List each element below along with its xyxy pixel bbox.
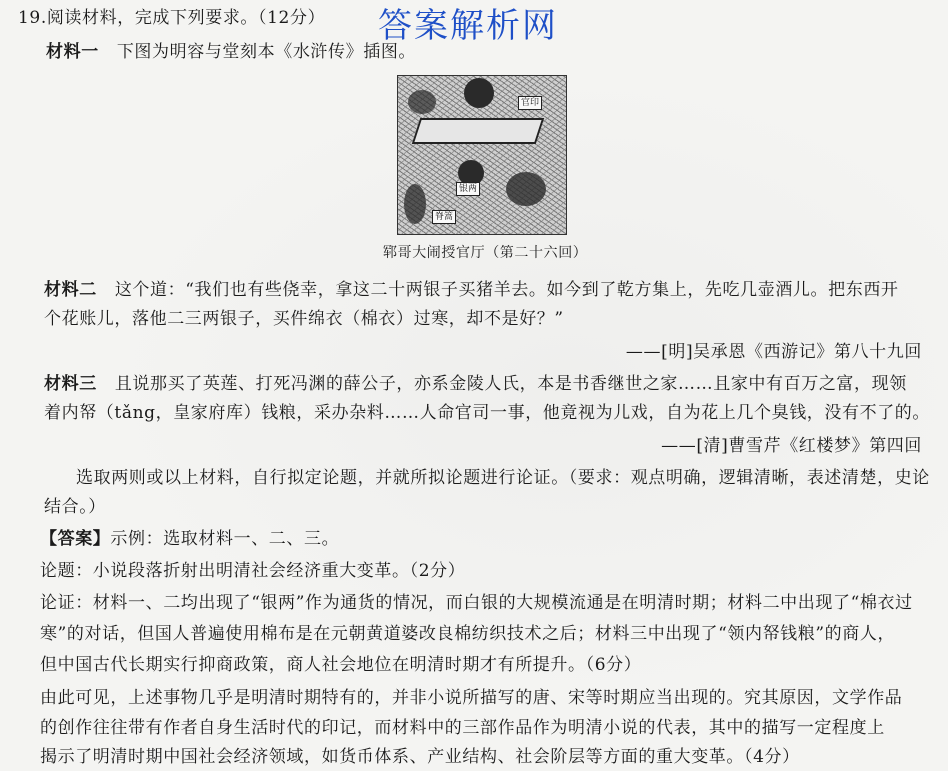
answer-thesis: 论题：小说段落折射出明清社会经济重大变革。（2分） <box>40 561 466 581</box>
material3-text1: 且说那买了英莲、打死冯渊的薛公子，亦系金陵人氏，本是书香继世之家……且家中有百万之富，现领 <box>114 374 907 394</box>
answer-conclusion-line1: 由此可见，上述事物几乎是明清时期特有的，并非小说所描写的唐、宋等时期应当出现的。究其原因，文学作品 <box>40 688 903 708</box>
material3-line2: 着内帑（tǎng，皇家府库）钱粮，采办杂料……人命官司一事，他竟视为儿戏，自为花上几个臭钱，没有不了的。 <box>44 403 930 423</box>
answer-conclusion-line2: 的创作往往带有作者自身生活时代的印记，而材料中的三部作品作为明清小说的代表，其中的描写一定程度上 <box>40 718 885 738</box>
task-line1: 选取两则或以上材料，自行拟定论题，并就所拟论题进行论证。（要求：观点明确，逻辑清晰，表述清楚，史论 <box>76 468 930 488</box>
illustration-image <box>397 75 567 235</box>
figure-guard <box>404 184 426 224</box>
figure-tag-jiuxiang: 脊篙 <box>432 210 456 224</box>
material1-text: 下图为明容与堂刻本《水浒传》插图。 <box>116 42 417 62</box>
figure-tag-guanyin: 官印 <box>518 96 542 110</box>
answer-conclusion-line3: 揭示了明清时期中国社会经济领域，如货币体系、产业结构、社会阶层等方面的重大变革。（4分） <box>40 747 800 767</box>
answer-argument-line2: 寒”的对话，但国人普遍使用棉布是在元朝黄道婆改良棉纺织技术之后；材料三中出现了“领内帑钱粮”的商人， <box>40 624 896 644</box>
material3-line1 <box>44 372 907 396</box>
answer-argument-line1: 论证：材料一、二均出现了“银两”作为通货的情况，而白银的大规模流通是在明清时期；材料二中出现了“棉衣过 <box>40 593 913 613</box>
answer-argument-line3: 但中国古代长期实行抑商政策，商人社会地位在明清时期才有所提升。（6分） <box>40 655 642 675</box>
answer-line <box>40 527 339 551</box>
material3-source: ——[清]曹雪芹《红楼梦》第四回 <box>661 436 922 456</box>
question-title: 19.阅读材料，完成下列要求。（12分） <box>18 8 326 28</box>
material2-text1: 这个道：“我们也有些侥幸，拿这二十两银子买猪羊去。如今到了乾方集上，先吃几壶酒儿。把东西开 <box>114 280 899 300</box>
answer-example: 示例：选取材料一、二、三。 <box>110 529 340 549</box>
task-line2: 结合。） <box>44 497 106 517</box>
material2-line1 <box>44 278 899 302</box>
material2-source: ——[明]吴承恩《西游记》第八十九回 <box>625 342 922 362</box>
figure-official-head <box>464 78 494 108</box>
material2-label: 材料二 <box>44 280 97 300</box>
figure-desk <box>412 118 544 144</box>
material2-line2: 个花账儿，落他二三两银子，买件绵衣（棉衣）过寒，却不是好？” <box>44 309 564 329</box>
figure-crouching-man <box>506 172 546 206</box>
figure-caption: 郓哥大闹授官厅（第二十六回） <box>383 245 588 261</box>
material1-line <box>46 40 416 64</box>
material3-label: 材料三 <box>44 374 97 394</box>
answer-label: 【答案】 <box>40 529 111 549</box>
figure-attendant <box>408 90 436 114</box>
figure-tag-yinliang: 银两 <box>456 182 480 196</box>
watermark-text: 答案解析网 <box>378 6 558 46</box>
material1-label: 材料一 <box>46 42 99 62</box>
